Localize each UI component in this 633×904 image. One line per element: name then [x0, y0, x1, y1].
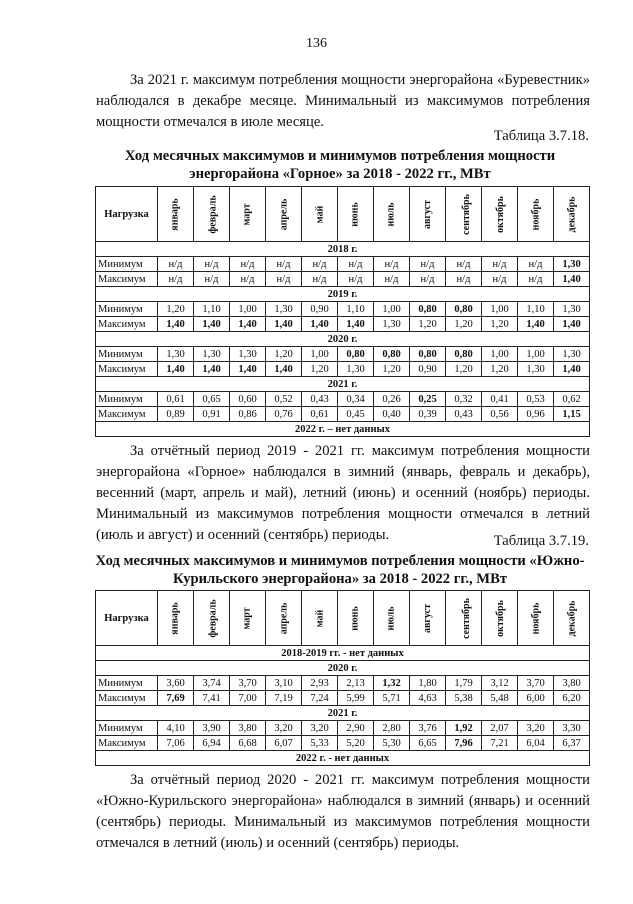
- value-cell: н/д: [446, 257, 482, 272]
- year-label: 2021 г.: [96, 706, 590, 721]
- value-cell: 1,20: [302, 362, 338, 377]
- value-cell: 6,20: [554, 691, 590, 706]
- value-cell: 3,20: [518, 721, 554, 736]
- value-cell: н/д: [338, 257, 374, 272]
- value-cell: 6,68: [230, 736, 266, 751]
- value-cell: 1,30: [194, 347, 230, 362]
- value-cell: 1,40: [158, 362, 194, 377]
- value-cell: 5,99: [338, 691, 374, 706]
- value-cell: н/д: [230, 257, 266, 272]
- footer-row: [96, 422, 590, 437]
- year-row: [96, 287, 590, 302]
- month-label: октябрь: [494, 599, 506, 637]
- month-label: август: [421, 603, 433, 633]
- note-row: [96, 646, 590, 661]
- paragraph-gornoe: За отчётный период 2019 - 2021 гг. максимум потребления мощности энергорайона «Горное» наблюдался в зимний (январь, февраль и декабрь), весенний (март, апрель и май), летний (июнь) и осенний (ноябрь) периоды. Минимальный из максимумов потребления мощности отмечался в летний (июль и август) и осенний (сентябрь) периоды.: [96, 443, 590, 543]
- value-cell: 2,93: [302, 676, 338, 691]
- table-yuzhno-kurilsky: [95, 590, 590, 766]
- value-cell: 1,00: [302, 347, 338, 362]
- year-row: [96, 332, 590, 347]
- value-cell: 3,74: [194, 676, 230, 691]
- column-header-month: [410, 187, 446, 242]
- value-cell: 5,48: [482, 691, 518, 706]
- value-cell: 1,00: [518, 347, 554, 362]
- header-row: [96, 187, 590, 242]
- column-header-month: [230, 187, 266, 242]
- page-number: 136: [306, 36, 327, 51]
- value-cell: 1,30: [338, 362, 374, 377]
- value-cell: 0,61: [302, 407, 338, 422]
- month-label: август: [421, 199, 433, 229]
- value-cell: 3,70: [230, 676, 266, 691]
- value-cell: 0,80: [446, 347, 482, 362]
- row-label: Максимум: [96, 407, 158, 422]
- value-cell: 1,40: [194, 317, 230, 332]
- value-cell: 1,00: [230, 302, 266, 317]
- value-cell: 0,65: [194, 392, 230, 407]
- month-label: ноябрь: [530, 602, 541, 634]
- value-cell: 5,20: [338, 736, 374, 751]
- value-cell: 1,32: [374, 676, 410, 691]
- value-cell: 0,96: [518, 407, 554, 422]
- value-cell: 0,89: [158, 407, 194, 422]
- month-label: январь: [169, 601, 181, 635]
- value-cell: 2,13: [338, 676, 374, 691]
- value-cell: 0,43: [446, 407, 482, 422]
- value-cell: 5,30: [374, 736, 410, 751]
- value-cell: 1,40: [554, 362, 590, 377]
- value-cell: 1,20: [266, 347, 302, 362]
- value-cell: 3,90: [194, 721, 230, 736]
- value-cell: 0,34: [338, 392, 374, 407]
- value-cell: 0,86: [230, 407, 266, 422]
- table-gornoe: [95, 186, 590, 437]
- value-cell: 7,24: [302, 691, 338, 706]
- month-label: июнь: [349, 605, 361, 631]
- month-label: июнь: [349, 201, 361, 227]
- year-row: [96, 242, 590, 257]
- month-label: май: [313, 609, 325, 627]
- minimum-row: [96, 257, 590, 272]
- value-cell: 0,52: [266, 392, 302, 407]
- value-cell: 0,39: [410, 407, 446, 422]
- value-cell: 1,40: [266, 362, 302, 377]
- value-cell: 1,40: [266, 317, 302, 332]
- column-header-month: [158, 187, 194, 242]
- value-cell: н/д: [482, 257, 518, 272]
- value-cell: н/д: [158, 257, 194, 272]
- value-cell: 3,80: [554, 676, 590, 691]
- value-cell: 0,80: [338, 347, 374, 362]
- value-cell: 1,30: [554, 257, 590, 272]
- month-label: декабрь: [566, 600, 578, 636]
- value-cell: н/д: [410, 272, 446, 287]
- row-label: Минимум: [96, 721, 158, 736]
- value-cell: 0,40: [374, 407, 410, 422]
- year-label: 2018 г.: [96, 242, 590, 257]
- year-label: 2021 г.: [96, 377, 590, 392]
- table1-title: Ход месячных максимумов и минимумов потребления мощности энергорайона «Горное» за 2018 - 2022 гг., МВт: [124, 148, 556, 182]
- table2-caption: Таблица 3.7.19.: [493, 533, 589, 549]
- minimum-row: [96, 392, 590, 407]
- column-header-load: Нагрузка: [96, 591, 158, 646]
- value-cell: 0,91: [194, 407, 230, 422]
- month-label: сентябрь: [460, 597, 472, 639]
- row-label: Максимум: [96, 691, 158, 706]
- value-cell: 4,10: [158, 721, 194, 736]
- value-cell: 6,00: [518, 691, 554, 706]
- value-cell: н/д: [302, 257, 338, 272]
- value-cell: 0,25: [410, 392, 446, 407]
- value-cell: 1,20: [374, 362, 410, 377]
- value-cell: 1,30: [554, 302, 590, 317]
- column-header-month: [410, 591, 446, 646]
- month-label: январь: [169, 197, 181, 231]
- month-label: июль: [386, 201, 397, 227]
- month-label: февраль: [207, 194, 219, 234]
- value-cell: 0,32: [446, 392, 482, 407]
- value-cell: 0,62: [554, 392, 590, 407]
- value-cell: 1,40: [194, 362, 230, 377]
- minimum-row: [96, 347, 590, 362]
- value-cell: 6,65: [410, 736, 446, 751]
- value-cell: 1,10: [194, 302, 230, 317]
- value-cell: 7,69: [158, 691, 194, 706]
- month-label: май: [313, 205, 325, 223]
- value-cell: н/д: [410, 257, 446, 272]
- value-cell: 0,80: [374, 347, 410, 362]
- column-header-month: [482, 187, 518, 242]
- column-header-month: [482, 591, 518, 646]
- column-header-month: [374, 187, 410, 242]
- column-header-month: [338, 187, 374, 242]
- table1-caption: Таблица 3.7.18.: [493, 128, 589, 144]
- value-cell: 3,80: [230, 721, 266, 736]
- value-cell: 3,10: [266, 676, 302, 691]
- footer-row: [96, 751, 590, 766]
- value-cell: 1,92: [446, 721, 482, 736]
- value-cell: 1,40: [338, 317, 374, 332]
- month-label: декабрь: [566, 196, 578, 232]
- column-header-month: [158, 591, 194, 646]
- year-label: 2019 г.: [96, 287, 590, 302]
- value-cell: 1,30: [266, 302, 302, 317]
- row-label: Минимум: [96, 676, 158, 691]
- value-cell: 0,43: [302, 392, 338, 407]
- row-label: Минимум: [96, 392, 158, 407]
- value-cell: 1,40: [230, 362, 266, 377]
- value-cell: 0,90: [410, 362, 446, 377]
- value-cell: 1,80: [410, 676, 446, 691]
- value-cell: н/д: [518, 272, 554, 287]
- value-cell: н/д: [446, 272, 482, 287]
- row-label: Минимум: [96, 302, 158, 317]
- value-cell: 0,45: [338, 407, 374, 422]
- column-header-month: [302, 187, 338, 242]
- minimum-row: [96, 676, 590, 691]
- value-cell: 0,56: [482, 407, 518, 422]
- no-data-note: 2018-2019 гг. - нет данных: [96, 646, 590, 661]
- value-cell: 7,19: [266, 691, 302, 706]
- value-cell: 0,90: [302, 302, 338, 317]
- table2-title: Ход месячных максимумов и минимумов потребления мощности «Южно-Курильского энергорайона» за 2018 - 2022 гг., МВт: [95, 553, 585, 587]
- value-cell: 1,40: [554, 272, 590, 287]
- minimum-row: [96, 302, 590, 317]
- value-cell: 0,53: [518, 392, 554, 407]
- maximum-row: [96, 362, 590, 377]
- column-header-month: [266, 187, 302, 242]
- maximum-row: [96, 407, 590, 422]
- value-cell: 1,40: [302, 317, 338, 332]
- column-header-month: [230, 591, 266, 646]
- value-cell: 7,96: [446, 736, 482, 751]
- column-header-month: [554, 187, 590, 242]
- value-cell: 1,30: [554, 347, 590, 362]
- maximum-row: [96, 317, 590, 332]
- no-data-note: 2022 г. - нет данных: [96, 751, 590, 766]
- paragraph-burevestnik: За 2021 г. максимум потребления мощности энергорайона «Буревестник» наблюдался в декабре месяце. Минимальный из максимумов потребления мощности отмечался в июле месяце.: [96, 72, 590, 130]
- column-header-month: [518, 591, 554, 646]
- value-cell: 1,00: [482, 302, 518, 317]
- value-cell: 0,61: [158, 392, 194, 407]
- value-cell: 6,94: [194, 736, 230, 751]
- value-cell: 1,20: [446, 362, 482, 377]
- value-cell: 0,26: [374, 392, 410, 407]
- paragraph-yuzhno-kurilsky: За отчётный период 2020 - 2021 гг. максимум потребления мощности «Южно-Курильского энергорайона» наблюдался в зимний (январь) и осенний (сентябрь) периоды. Минимальный из максимумов потребления мощности отмечался в летний (июль) и осенний (сентябрь) периоды.: [96, 772, 590, 851]
- year-row: [96, 377, 590, 392]
- value-cell: н/д: [338, 272, 374, 287]
- value-cell: 1,10: [518, 302, 554, 317]
- value-cell: 6,37: [554, 736, 590, 751]
- column-header-month: [446, 591, 482, 646]
- value-cell: 7,06: [158, 736, 194, 751]
- value-cell: н/д: [230, 272, 266, 287]
- minimum-row: [96, 721, 590, 736]
- value-cell: н/д: [302, 272, 338, 287]
- month-label: июль: [386, 605, 397, 631]
- value-cell: 1,20: [158, 302, 194, 317]
- value-cell: 1,40: [230, 317, 266, 332]
- value-cell: 5,38: [446, 691, 482, 706]
- value-cell: 1,15: [554, 407, 590, 422]
- row-label: Минимум: [96, 257, 158, 272]
- row-label: Максимум: [96, 736, 158, 751]
- year-label: 2020 г.: [96, 332, 590, 347]
- month-label: март: [242, 606, 253, 630]
- maximum-row: [96, 691, 590, 706]
- column-header-month: [194, 187, 230, 242]
- value-cell: н/д: [194, 257, 230, 272]
- column-header-month: [194, 591, 230, 646]
- year-row: [96, 706, 590, 721]
- value-cell: 1,00: [482, 347, 518, 362]
- maximum-row: [96, 272, 590, 287]
- value-cell: 1,20: [482, 317, 518, 332]
- value-cell: 1,20: [410, 317, 446, 332]
- value-cell: 0,80: [446, 302, 482, 317]
- column-header-month: [518, 187, 554, 242]
- value-cell: 3,30: [554, 721, 590, 736]
- column-header-month: [446, 187, 482, 242]
- value-cell: н/д: [374, 257, 410, 272]
- value-cell: 7,21: [482, 736, 518, 751]
- value-cell: 0,80: [410, 302, 446, 317]
- month-label: апрель: [278, 602, 289, 634]
- value-cell: 4,63: [410, 691, 446, 706]
- value-cell: 0,41: [482, 392, 518, 407]
- value-cell: 2,07: [482, 721, 518, 736]
- value-cell: 2,80: [374, 721, 410, 736]
- year-row: [96, 661, 590, 676]
- value-cell: 1,00: [374, 302, 410, 317]
- month-label: октябрь: [494, 195, 506, 233]
- value-cell: н/д: [266, 257, 302, 272]
- value-cell: 0,76: [266, 407, 302, 422]
- month-label: ноябрь: [530, 198, 541, 230]
- year-label: 2020 г.: [96, 661, 590, 676]
- value-cell: н/д: [266, 272, 302, 287]
- column-header-month: [554, 591, 590, 646]
- column-header-month: [266, 591, 302, 646]
- month-label: март: [242, 202, 253, 226]
- value-cell: н/д: [158, 272, 194, 287]
- value-cell: 7,00: [230, 691, 266, 706]
- value-cell: 1,30: [518, 362, 554, 377]
- value-cell: 1,10: [338, 302, 374, 317]
- value-cell: 6,07: [266, 736, 302, 751]
- row-label: Максимум: [96, 317, 158, 332]
- value-cell: 3,12: [482, 676, 518, 691]
- value-cell: 1,40: [518, 317, 554, 332]
- value-cell: 3,20: [302, 721, 338, 736]
- value-cell: 3,70: [518, 676, 554, 691]
- value-cell: 1,30: [158, 347, 194, 362]
- value-cell: 1,30: [374, 317, 410, 332]
- header-row: [96, 591, 590, 646]
- value-cell: н/д: [194, 272, 230, 287]
- value-cell: 7,41: [194, 691, 230, 706]
- value-cell: 3,60: [158, 676, 194, 691]
- row-label: Максимум: [96, 272, 158, 287]
- value-cell: 1,20: [446, 317, 482, 332]
- maximum-row: [96, 736, 590, 751]
- column-header-month: [302, 591, 338, 646]
- row-label: Минимум: [96, 347, 158, 362]
- value-cell: 1,40: [554, 317, 590, 332]
- value-cell: н/д: [374, 272, 410, 287]
- value-cell: 1,40: [158, 317, 194, 332]
- value-cell: н/д: [518, 257, 554, 272]
- value-cell: 1,20: [482, 362, 518, 377]
- value-cell: н/д: [482, 272, 518, 287]
- value-cell: 5,71: [374, 691, 410, 706]
- value-cell: 1,30: [230, 347, 266, 362]
- value-cell: 3,76: [410, 721, 446, 736]
- column-header-month: [374, 591, 410, 646]
- value-cell: 0,80: [410, 347, 446, 362]
- value-cell: 3,20: [266, 721, 302, 736]
- value-cell: 6,04: [518, 736, 554, 751]
- no-data-note: 2022 г. – нет данных: [96, 422, 590, 437]
- month-label: сентябрь: [460, 193, 472, 235]
- month-label: апрель: [278, 198, 289, 230]
- value-cell: 5,33: [302, 736, 338, 751]
- month-label: февраль: [207, 598, 219, 638]
- value-cell: 0,60: [230, 392, 266, 407]
- row-label: Максимум: [96, 362, 158, 377]
- column-header-load: Нагрузка: [96, 187, 158, 242]
- value-cell: 2,90: [338, 721, 374, 736]
- column-header-month: [338, 591, 374, 646]
- value-cell: 1,79: [446, 676, 482, 691]
